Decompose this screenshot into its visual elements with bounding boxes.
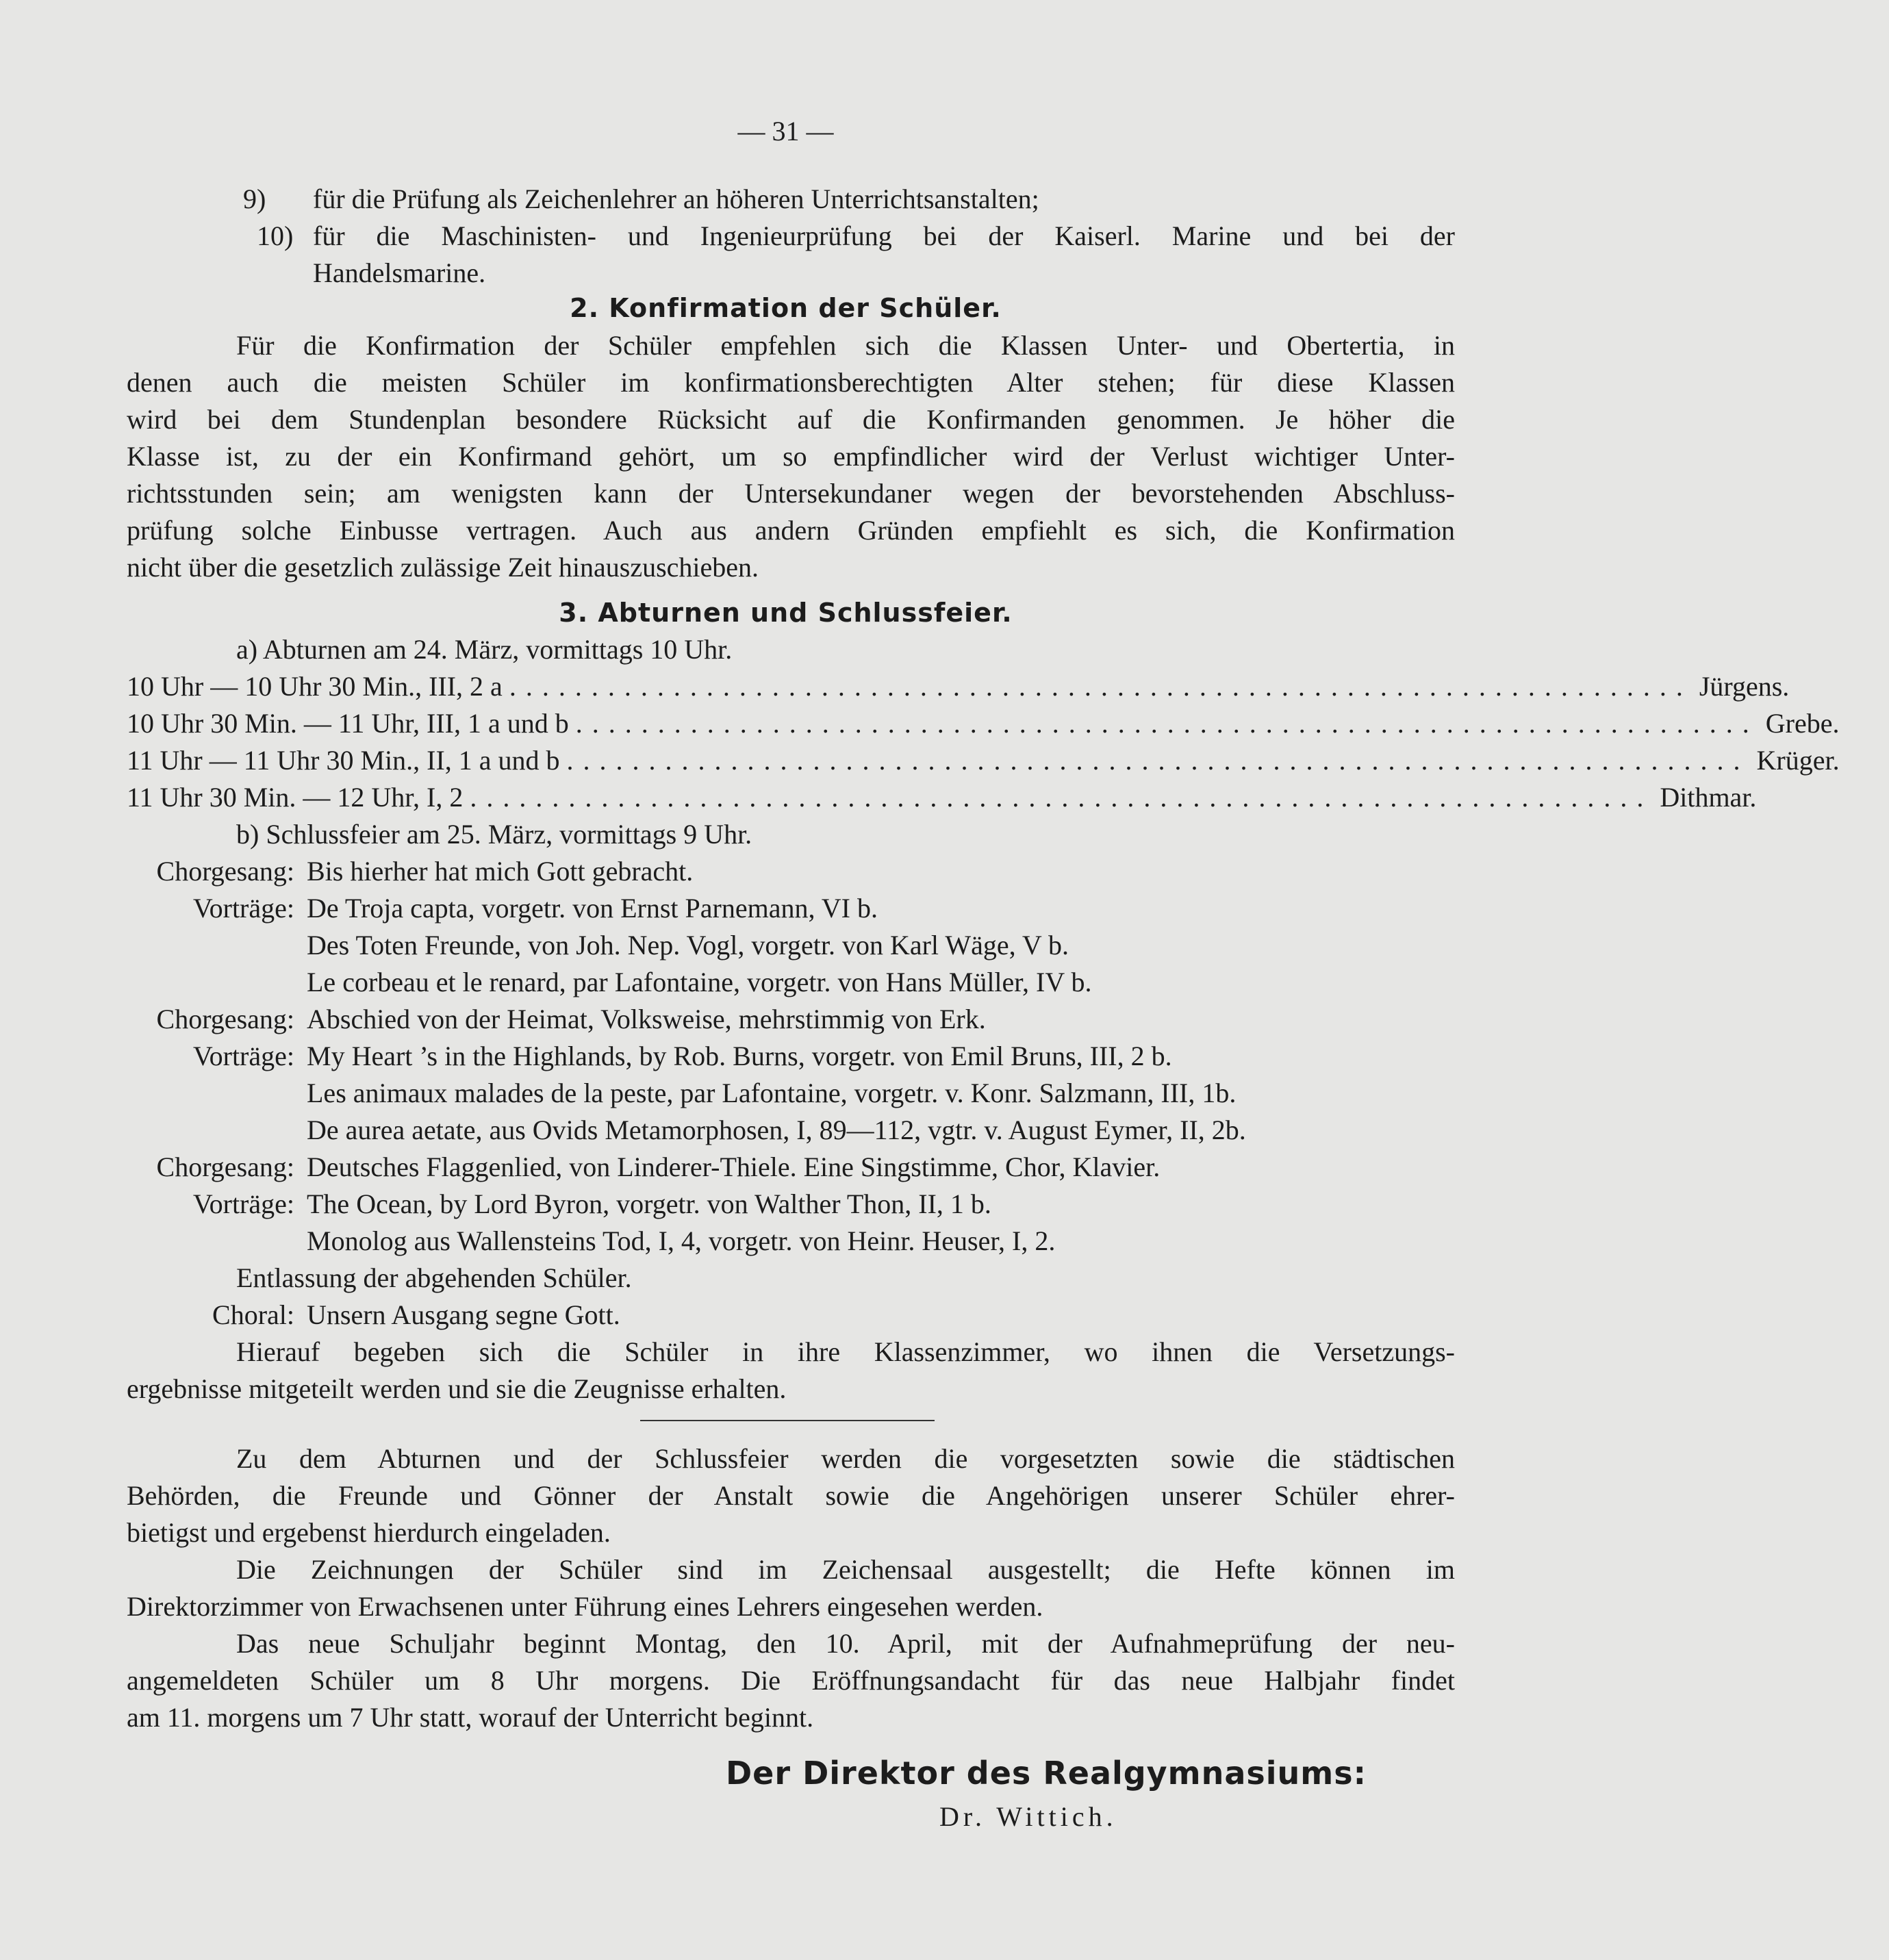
program-row xyxy=(110,1112,1438,1149)
leader-dots: ........................................................................ xyxy=(575,708,1759,739)
program-row xyxy=(110,1001,1438,1038)
leader-dots: ........................................................................ xyxy=(566,745,1750,776)
schedule-time: 10 Uhr — 10 Uhr 30 Min., III, 2 a xyxy=(127,671,503,702)
program-row xyxy=(110,1186,1438,1223)
list-number: 10) xyxy=(257,220,294,251)
program-row xyxy=(110,964,1438,1001)
program-row xyxy=(110,890,1438,927)
signature-title: Der Direktor des Realgymnasiums: xyxy=(726,1755,1367,1792)
page-number: — 31 — xyxy=(737,116,834,147)
program-row xyxy=(110,1038,1438,1075)
program-text: De Troja capta, vorgetr. von Ernst Parnemann, VI b. xyxy=(307,893,878,924)
list-item xyxy=(313,255,1408,292)
program-text: The Ocean, by Lord Byron, vorgetr. von Walther Thon, II, 1 b. xyxy=(307,1188,991,1219)
program-text: Le corbeau et le renard, par Lafontaine, vorgetr. von Hans Müller, IV b. xyxy=(307,967,1092,997)
program-row xyxy=(110,1297,1438,1334)
paragraph-line: Hierauf begeben sich die Schüler in ihre Klassenzimmer, wo ihnen die Versetzungs- xyxy=(236,1336,1455,1367)
program-row xyxy=(110,853,1438,890)
schedule-teacher: Krüger. xyxy=(1756,745,1840,776)
program-label: Chorgesang: xyxy=(156,856,294,887)
paragraph-line: Direktorzimmer von Erwachsenen unter Führung eines Lehrers eingesehen werden. xyxy=(127,1591,1043,1622)
paragraph-line: am 11. morgens um 7 Uhr statt, worauf der Unterricht beginnt. xyxy=(127,1702,814,1733)
schlussfeier-date: b) Schlussfeier am 25. März, vormittags 9 Uhr. xyxy=(236,819,752,850)
divider xyxy=(640,1420,935,1421)
section-heading-konfirmation: 2. Konfirmation der Schüler. xyxy=(570,293,1002,323)
schedule-row xyxy=(127,742,1840,779)
program-row xyxy=(110,1075,1438,1112)
paragraph-line: Die Zeichnungen der Schüler sind im Zeichensaal ausgestellt; die Hefte können im xyxy=(236,1554,1455,1585)
program-label: Chorgesang: xyxy=(156,1004,294,1034)
paragraph-line: denen auch die meisten Schüler im konfirmationsberechtigten Alter stehen; für diese Klassen xyxy=(127,367,1455,398)
schedule-time: 11 Uhr — 11 Uhr 30 Min., II, 1 a und b xyxy=(127,745,560,776)
schedule-teacher: Dithmar. xyxy=(1660,782,1757,813)
leader-dots: ........................................................................ xyxy=(509,671,1693,702)
paragraph-line: Klasse ist, zu der ein Konfirmand gehört, um so empfindlicher wird der Verlust wichtiger Unter- xyxy=(127,441,1455,472)
paragraph-line: bietigst und ergebenst hierdurch eingeladen. xyxy=(127,1517,611,1548)
program-label: Vorträge: xyxy=(192,1188,294,1219)
list-text: Handelsmarine. xyxy=(313,257,486,288)
program-text: De aurea aetate, aus Ovids Metamorphosen, I, 89—112, vgtr. v. August Eymer, II, 2b. xyxy=(307,1115,1246,1145)
program-row xyxy=(110,1223,1438,1260)
list-number: 9) xyxy=(243,183,266,214)
leader-dots: ........................................................................ xyxy=(470,782,1653,813)
program-text: Des Toten Freunde, von Joh. Nep. Vogl, vorgetr. von Karl Wäge, V b. xyxy=(307,930,1069,960)
entlassung: Entlassung der abgehenden Schüler. xyxy=(236,1262,632,1293)
section-heading-abturnen: 3. Abturnen und Schlussfeier. xyxy=(559,598,1013,628)
program-label: Vorträge: xyxy=(192,893,294,924)
schedule-time: 11 Uhr 30 Min. — 12 Uhr, I, 2 xyxy=(127,782,464,813)
program-label: Vorträge: xyxy=(192,1041,294,1071)
schedule-row xyxy=(127,779,1757,816)
program-text: Bis hierher hat mich Gott gebracht. xyxy=(307,856,694,887)
list-text: für die Maschinisten- und Ingenieurprüfung bei der Kaiserl. Marine und bei der xyxy=(313,220,1455,251)
schedule-row xyxy=(127,705,1840,742)
program-label: Chorgesang: xyxy=(156,1151,294,1182)
paragraph-line: richtsstunden sein; am wenigsten kann der Untersekundaner wegen der bevorstehenden Abschluss- xyxy=(127,478,1455,509)
paragraph-line: nicht über die gesetzlich zulässige Zeit hinauszuschieben. xyxy=(127,552,759,583)
program-row xyxy=(110,927,1438,964)
paragraph-line: Zu dem Abturnen und der Schlussfeier werden die vorgesetzten sowie die städtischen xyxy=(236,1443,1455,1474)
program-text: Deutsches Flaggenlied, von Linderer-Thiele. Eine Singstimme, Chor, Klavier. xyxy=(307,1151,1161,1182)
program-text: My Heart ’s in the Highlands, by Rob. Burns, vorgetr. von Emil Bruns, III, 2 b. xyxy=(307,1041,1172,1071)
schedule-row xyxy=(127,668,1790,705)
schedule-teacher: Grebe. xyxy=(1765,708,1840,739)
list-item xyxy=(257,218,1462,255)
paragraph-line: Behörden, die Freunde und Gönner der Anstalt sowie die Angehörigen unserer Schüler ehrer- xyxy=(127,1480,1455,1511)
program-text: Abschied von der Heimat, Volksweise, mehrstimmig von Erk. xyxy=(307,1004,986,1034)
program-label: Choral: xyxy=(212,1299,294,1330)
schedule-teacher: Jürgens. xyxy=(1699,671,1790,702)
paragraph-line: prüfung solche Einbusse vertragen. Auch aus andern Gründen empfiehlt es sich, die Konfirmation xyxy=(127,515,1455,546)
program-row xyxy=(110,1149,1438,1186)
program-text: Monolog aus Wallensteins Tod, I, 4, vorgetr. von Heinr. Heuser, I, 2. xyxy=(307,1225,1056,1256)
list-text: für die Prüfung als Zeichenlehrer an höheren Unterrichtsanstalten; xyxy=(313,183,1039,214)
paragraph-line: ergebnisse mitgeteilt werden und sie die Zeugnisse erhalten. xyxy=(127,1373,787,1404)
list-item xyxy=(243,181,1448,218)
abturnen-date: a) Abturnen am 24. März, vormittags 10 Uhr. xyxy=(236,634,733,665)
paragraph-line: angemeldeten Schüler um 8 Uhr morgens. Die Eröffnungsandacht für das neue Halbjahr findet xyxy=(127,1665,1455,1696)
paragraph-line: wird bei dem Stundenplan besondere Rücksicht auf die Konfirmanden genommen. Je höher die xyxy=(127,404,1455,435)
schedule-time: 10 Uhr 30 Min. — 11 Uhr, III, 1 a und b xyxy=(127,708,569,739)
paragraph-line: Für die Konfirmation der Schüler empfehlen sich die Klassen Unter- und Obertertia, in xyxy=(236,330,1455,361)
program-text: Les animaux malades de la peste, par Lafontaine, vorgetr. v. Konr. Salzmann, III, 1b. xyxy=(307,1078,1237,1108)
signature-name: Dr. Wittich. xyxy=(939,1801,1117,1832)
paragraph-line: Das neue Schuljahr beginnt Montag, den 10. April, mit der Aufnahmeprüfung der neu- xyxy=(236,1628,1455,1659)
program-text: Unsern Ausgang segne Gott. xyxy=(307,1299,620,1330)
